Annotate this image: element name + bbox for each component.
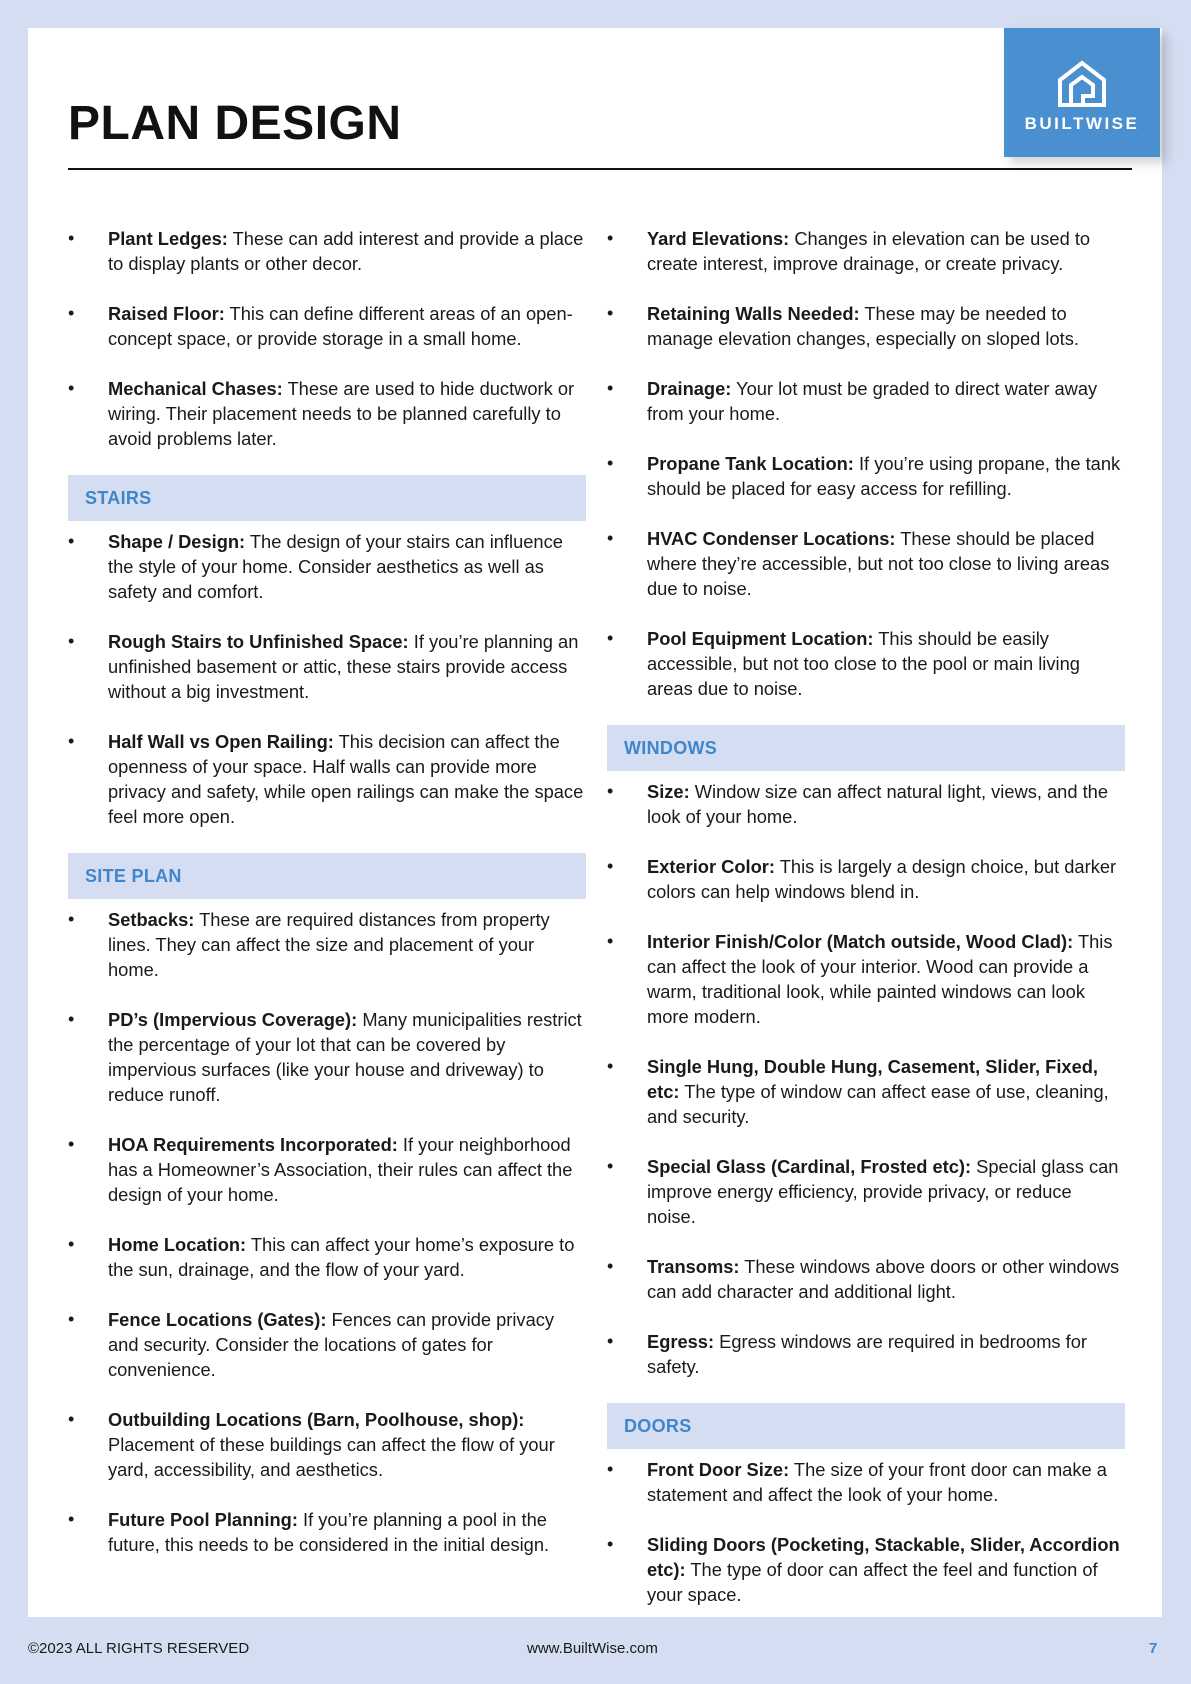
item-term: Mechanical Chases:: [108, 378, 283, 399]
item-term: Front Door Size:: [647, 1459, 790, 1480]
bullet-icon: •: [68, 1234, 75, 1254]
list-item: [607, 779, 1125, 829]
item-description: These are required distances from property lines. They can affect the size and placement of your home.: [108, 909, 550, 980]
bullet-icon: •: [607, 228, 614, 248]
item-description: The design of your stairs can influence the style of your home. Consider aesthetics as well as safety and comfort.: [108, 531, 563, 602]
item-term: Size:: [647, 781, 690, 802]
item-description: These windows above doors or other windows can add character and additional light.: [647, 1256, 1120, 1302]
bullet-icon: •: [607, 378, 614, 398]
item-term: Plant Ledges:: [108, 228, 228, 249]
list-item: [68, 226, 586, 276]
item-description: This can affect your home’s exposure to the sun, drainage, and the flow of your yard.: [108, 1234, 575, 1280]
bullet-icon: •: [607, 781, 614, 801]
item-term: Half Wall vs Open Railing:: [108, 731, 334, 752]
item-term: HVAC Condenser Locations:: [647, 528, 896, 549]
item-description: Many municipalities restrict the percentage of your lot that can be covered by impervious surfaces (like your house and driveway) to reduce runoff.: [108, 1009, 582, 1105]
item-term: Retaining Walls Needed:: [647, 303, 860, 324]
section-heading-windows: WINDOWS: [607, 725, 1125, 771]
item-term: Fence Locations (Gates):: [108, 1309, 327, 1330]
list-item: [607, 301, 1125, 351]
item-description: Your lot must be graded to direct water away from your home.: [647, 378, 1098, 424]
item-term: Outbuilding Locations (Barn, Poolhouse, shop):: [108, 1409, 525, 1430]
item-term: Propane Tank Location:: [647, 453, 854, 474]
bullet-icon: •: [68, 1309, 75, 1329]
list-item: [607, 226, 1125, 276]
list-item: [68, 376, 586, 451]
bullet-icon: •: [607, 1256, 614, 1276]
windows-items-list: [607, 779, 1125, 1379]
item-term: Drainage:: [647, 378, 732, 399]
list-item: [607, 854, 1125, 904]
page-title: PLAN DESIGN: [68, 97, 402, 150]
left-column: [68, 226, 586, 1581]
list-item: [607, 376, 1125, 426]
page-number: 7: [1149, 1640, 1158, 1657]
document-page: [28, 28, 1162, 1617]
item-description: If you’re using propane, the tank should be placed for easy access for refilling.: [647, 453, 1121, 499]
list-item: [607, 1054, 1125, 1129]
item-term: Sliding Doors (Pocketing, Stackable, Slider, Accordion etc):: [647, 1534, 1120, 1580]
item-description: Changes in elevation can be used to create interest, improve drainage, or create privacy.: [647, 228, 1091, 274]
item-description: These should be placed where they’re accessible, but not too close to living areas due to noise.: [647, 528, 1110, 599]
item-term: Rough Stairs to Unfinished Space:: [108, 631, 409, 652]
item-term: PD’s (Impervious Coverage):: [108, 1009, 358, 1030]
footer-copyright: ©2023 ALL RIGHTS RESERVED: [28, 1640, 250, 1657]
list-item: [607, 1532, 1125, 1607]
item-description: Fences can provide privacy and security. Consider the locations of gates for convenience.: [108, 1309, 555, 1380]
item-term: Future Pool Planning:: [108, 1509, 298, 1530]
bullet-icon: •: [607, 1331, 614, 1351]
interior-items-list: [68, 226, 586, 451]
bullet-icon: •: [68, 1409, 75, 1429]
bullet-icon: •: [607, 931, 614, 951]
item-term: Home Location:: [108, 1234, 247, 1255]
item-description: This decision can affect the openness of your space. Half walls can provide more privacy and safety, while open railings can make the space feel more open.: [108, 731, 584, 827]
item-term: Transoms:: [647, 1256, 740, 1277]
bullet-icon: •: [607, 303, 614, 323]
brand-name: BUILTWISE: [1024, 114, 1140, 133]
bullet-icon: •: [68, 228, 75, 248]
bullet-icon: •: [68, 303, 75, 323]
bullet-icon: •: [68, 909, 75, 929]
bullet-icon: •: [607, 1534, 614, 1554]
site-items-list: [607, 226, 1125, 701]
list-item: [607, 1254, 1125, 1304]
item-term: Egress:: [647, 1331, 715, 1352]
footer-website-link[interactable]: www.BuiltWise.com: [527, 1640, 658, 1657]
item-term: HOA Requirements Incorporated:: [108, 1134, 398, 1155]
item-term: Setbacks:: [108, 909, 195, 930]
doors-items-list: [607, 1457, 1125, 1607]
item-description: Placement of these buildings can affect the flow of your yard, accessibility, and aesthetics.: [108, 1434, 555, 1480]
stairs-items-list: [68, 529, 586, 829]
item-description: The size of your front door can make a statement and affect the look of your home.: [647, 1459, 1107, 1505]
list-item: [68, 629, 586, 704]
item-term: Yard Elevations:: [647, 228, 790, 249]
section-heading-site-plan: SITE PLAN: [68, 853, 586, 899]
list-item: [607, 626, 1125, 701]
list-item: [68, 1507, 586, 1557]
title-divider: [68, 168, 1132, 170]
item-description: If you’re planning a pool in the future, this needs to be considered in the initial design.: [108, 1509, 550, 1555]
list-item: [68, 1007, 586, 1107]
bullet-icon: •: [68, 1509, 75, 1529]
bullet-icon: •: [607, 1459, 614, 1479]
item-term: Single Hung, Double Hung, Casement, Slider, Fixed, etc:: [647, 1056, 1098, 1102]
bullet-icon: •: [607, 1156, 614, 1176]
item-description: These are used to hide ductwork or wiring. Their placement needs to be planned carefully to avoid problems later.: [108, 378, 575, 449]
list-item: [607, 1329, 1125, 1379]
item-term: Exterior Color:: [647, 856, 775, 877]
list-item: [68, 1307, 586, 1382]
bullet-icon: •: [607, 453, 614, 473]
item-description: This can define different areas of an open-concept space, or provide storage in a small home.: [108, 303, 573, 349]
bullet-icon: •: [68, 1134, 75, 1154]
item-term: Special Glass (Cardinal, Frosted etc):: [647, 1156, 972, 1177]
house-icon: [1057, 60, 1107, 108]
list-item: [68, 301, 586, 351]
bullet-icon: •: [68, 378, 75, 398]
builtwise-logo: [1004, 28, 1160, 157]
list-item: [68, 1232, 586, 1282]
item-description: If you’re planning an unfinished basement or attic, these stairs provide access without a big investment.: [108, 631, 579, 702]
item-description: This should be easily accessible, but not too close to the pool or main living areas due to noise.: [647, 628, 1080, 699]
bullet-icon: •: [607, 628, 614, 648]
item-description: The type of window can affect ease of use, cleaning, and security.: [647, 1081, 1109, 1127]
list-item: [607, 1154, 1125, 1229]
section-heading-stairs: STAIRS: [68, 475, 586, 521]
item-description: Egress windows are required in bedrooms for safety.: [647, 1331, 1087, 1377]
list-item: [607, 526, 1125, 601]
item-description: This can affect the look of your interior. Wood can provide a warm, traditional look, while painted windows can look more modern.: [647, 931, 1113, 1027]
item-term: Raised Floor:: [108, 303, 225, 324]
bullet-icon: •: [68, 1009, 75, 1029]
list-item: [68, 907, 586, 982]
list-item: [607, 929, 1125, 1029]
item-description: If your neighborhood has a Homeowner’s Association, their rules can affect the design of your home.: [108, 1134, 573, 1205]
bullet-icon: •: [607, 528, 614, 548]
item-description: This is largely a design choice, but darker colors can help windows blend in.: [647, 856, 1117, 902]
site-plan-items-list: [68, 907, 586, 1557]
bullet-icon: •: [68, 531, 75, 551]
item-description: These may be needed to manage elevation changes, especially on sloped lots.: [647, 303, 1079, 349]
bullet-icon: •: [68, 731, 75, 751]
list-item: [68, 529, 586, 604]
right-column: [607, 226, 1125, 1631]
item-term: Pool Equipment Location:: [647, 628, 874, 649]
list-item: [607, 451, 1125, 501]
list-item: [607, 1457, 1125, 1507]
item-term: Interior Finish/Color (Match outside, Wood Clad):: [647, 931, 1074, 952]
item-description: The type of door can affect the feel and function of your space.: [647, 1559, 1098, 1605]
item-description: Special glass can improve energy efficiency, provide privacy, or reduce noise.: [647, 1156, 1119, 1227]
item-description: Window size can affect natural light, views, and the look of your home.: [647, 781, 1108, 827]
list-item: [68, 729, 586, 829]
bullet-icon: •: [607, 856, 614, 876]
section-heading-doors: DOORS: [607, 1403, 1125, 1449]
item-term: Shape / Design:: [108, 531, 246, 552]
bullet-icon: •: [68, 631, 75, 651]
list-item: [68, 1407, 586, 1482]
bullet-icon: •: [607, 1056, 614, 1076]
list-item: [68, 1132, 586, 1207]
item-description: These can add interest and provide a place to display plants or other decor.: [108, 228, 584, 274]
